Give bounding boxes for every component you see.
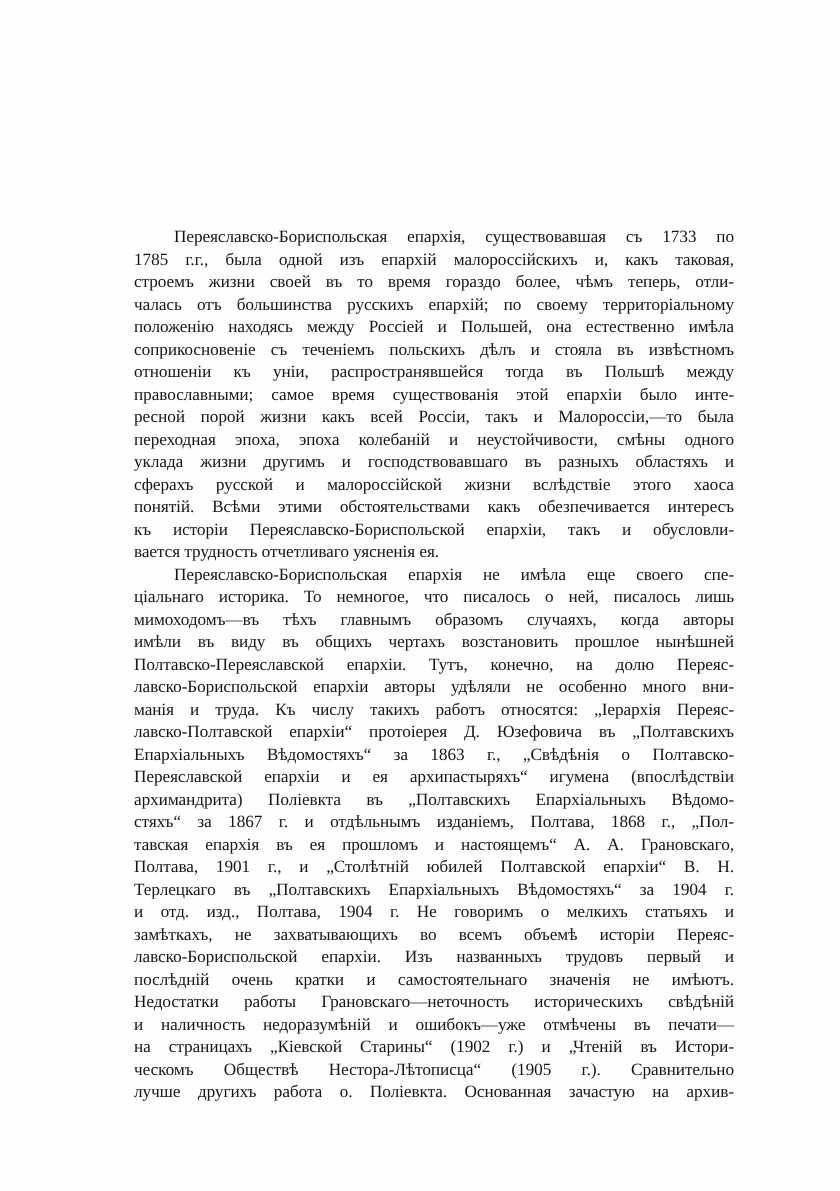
text-line: Полтава, 1901 г., и „Столѣтній юбилей Полтавской епархіи“ В. Н. [134,857,734,876]
text-line: тавская епархія въ ея прошломъ и настоящемъ“ А. А. Грановскаго, [134,834,734,854]
text-line: стяхъ“ за 1867 г. и отдѣльнымъ изданіемъ, Полтава, 1868 г., „Пол- [134,812,734,831]
paragraph-2 [134,564,734,1104]
text-line: ческомъ Обществѣ Нестора-Лѣтописца“ (1905 г.). Сравнительно [134,1059,734,1079]
text-line: лавско-Полтавской епархіи“ протоіерея Д. Юзефовича въ „Полтавскихъ [134,722,734,741]
text-line: понятій. Всѣми этими обстоятельствами какъ обезпечивается интересъ [134,497,734,516]
text-line: чалась отъ большинства русскихъ епархій; по своему территоріальному [134,294,734,314]
text-line: Терлецкаго въ „Полтавскихъ Епархіальныхъ Вѣдомостяхъ“ за 1904 г. [134,879,734,899]
text-line: Епархіальныхъ Вѣдомостяхъ“ за 1863 г., „Свѣдѣнія о Полтавско- [134,744,734,764]
text-line: соприкосновеніе съ теченіемъ польскихъ дѣлъ и стояла въ извѣстномъ [134,339,734,359]
text-line: православными; самое время существованія этой епархіи было инте- [134,384,734,404]
text-line: 1785 г.г., была одной изъ епархій малороссійскихъ и, какъ таковая, [134,249,734,269]
text-line: Полтавско-Переяславской епархіи. Тутъ, конечно, на долю Переяс- [134,654,734,674]
text-line: на страницахъ „Кіевской Старины“ (1902 г.) и „Чтеній въ Истори- [134,1037,734,1056]
text-line: строемъ жизни своей въ то время гораздо более, чѣмъ теперь, отли- [134,272,734,291]
body-text [134,226,734,1104]
paragraph-1 [134,226,734,564]
text-line: уклада жизни другимъ и господствовавшаго въ разныхъ областяхъ и [134,452,734,471]
text-line: Переяславско-Бориспольская епархія не имѣла еще своего спе- [174,564,734,584]
text-line: замѣткахъ, не захватывающихъ во всемъ объемѣ исторіи Переяс- [134,924,734,944]
text-line: Переяславско-Бориспольская епархія, существовавшая съ 1733 по [174,227,734,246]
text-line: лучше другихъ работа о. Поліевкта. Основанная зачастую на архив- [134,1082,734,1101]
text-line: отношеніи къ уніи, распространявшейся тогда въ Польшѣ между [134,362,734,381]
text-line: ресной порой жизни какъ всей Россіи, такъ и Малороссіи,—то была [134,407,734,426]
text-line: архимандрита) Поліевкта въ „Полтавскихъ Епархіальныхъ Вѣдомо- [134,789,734,809]
text-line: послѣдній очень кратки и самостоятельнаго значенія не имѣютъ. [134,969,734,989]
text-line: сферахъ русской и малороссійской жизни вслѣдствіе этого хаоса [134,474,734,494]
text-line: вается трудность отчетливаго уясненія ея. [134,542,440,561]
text-line: переходная эпоха, эпоха колебаній и неустойчивости, смѣны одного [134,429,734,449]
text-line: и наличность недоразумѣній и ошибокъ—уже отмѣчены въ печати— [134,1014,734,1034]
text-line: къ исторіи Переяславско-Бориспольской епархіи, такъ и обусловли- [134,519,734,539]
text-line: лавско-Бориспольской епархіи. Изъ названныхъ трудовъ первый и [134,947,734,966]
text-line: лавско-Бориспольской епархіи авторы удѣляли не особенно много вни- [134,677,734,696]
text-line: ціальнаго историка. То немногое, что писалось о ней, писалось лишь [134,587,734,606]
text-line: Недостатки работы Грановскаго—неточность историческихъ свѣдѣній [134,992,734,1011]
text-line: имѣли въ виду въ общихъ чертахъ возстановить прошлое нынѣшней [134,632,734,651]
text-line: Переяславской епархіи и ея архипастыряхъ“ игумена (впослѣдствіи [134,767,734,786]
text-line: положенію находясь между Россіей и Польшей, она естественно имѣла [134,317,734,336]
text-line: манія и труда. Къ числу такихъ работъ относятся: „Іерархія Переяс- [134,699,734,719]
text-line: мимоходомъ—въ тѣхъ главнымъ образомъ случаяхъ, когда авторы [134,609,734,629]
text-line: и отд. изд., Полтава, 1904 г. Не говоримъ о мелкихъ статьяхъ и [134,902,734,921]
